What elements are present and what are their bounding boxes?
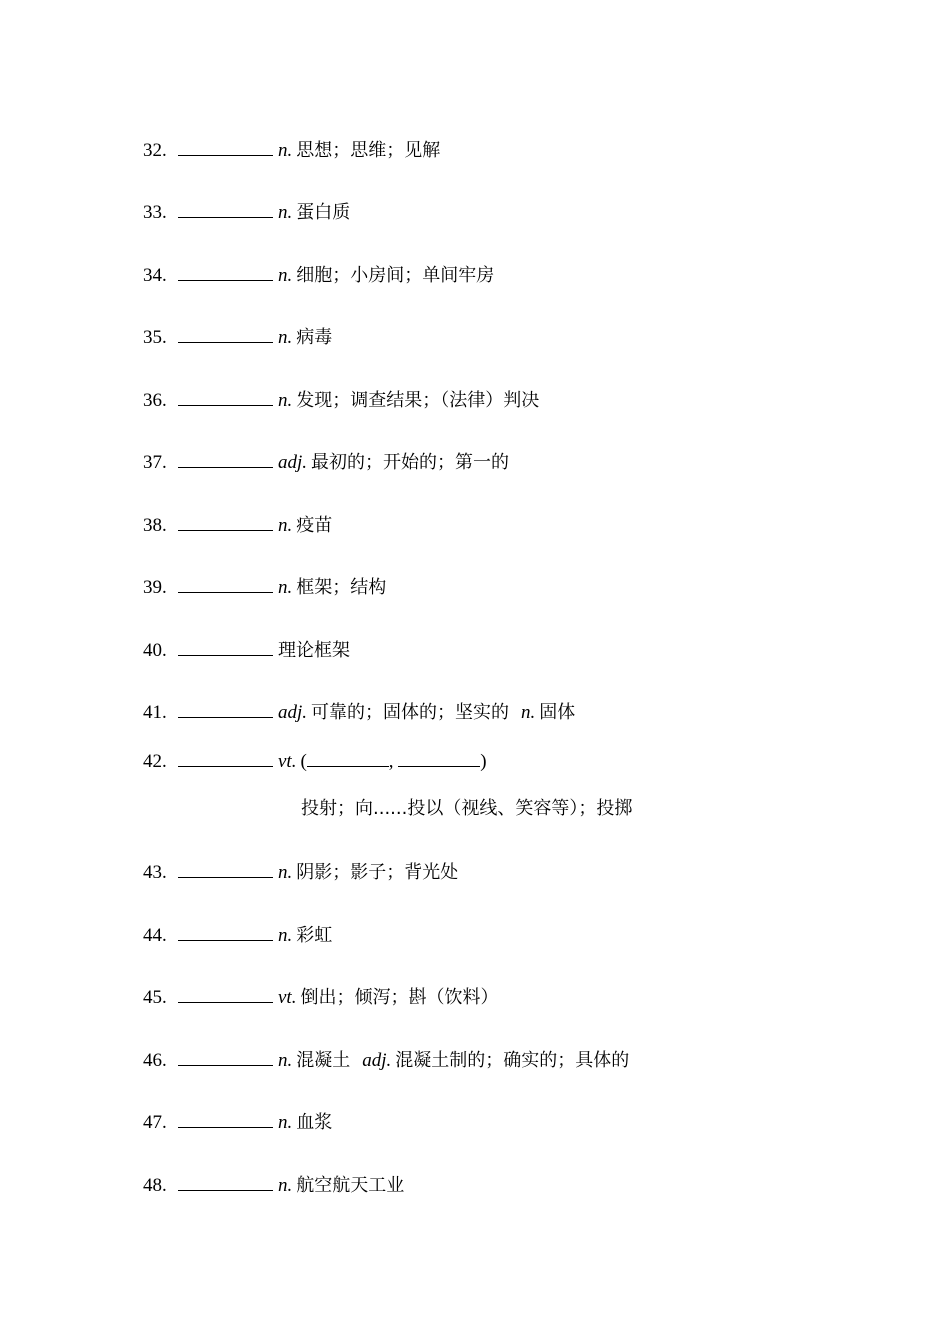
- meaning: 框架；结构: [296, 577, 387, 598]
- part-of-speech: vt.: [278, 987, 297, 1008]
- meaning-2: 混凝土制的；确实的；具体的: [395, 1050, 630, 1071]
- answer-blank[interactable]: [178, 700, 273, 718]
- entry-number: 42.: [143, 751, 167, 772]
- part-of-speech: n.: [278, 390, 293, 411]
- vocab-entry-43: [143, 860, 458, 884]
- answer-blank[interactable]: [178, 263, 273, 281]
- answer-blank[interactable]: [178, 450, 273, 468]
- answer-blank[interactable]: [178, 860, 273, 878]
- answer-blank[interactable]: [178, 985, 273, 1003]
- vocab-entry-42: [143, 749, 487, 773]
- meaning: 思想；思维；见解: [296, 140, 441, 161]
- entry-number: 38.: [143, 515, 167, 536]
- part-of-speech: n.: [278, 577, 293, 598]
- answer-blank[interactable]: [178, 749, 273, 767]
- meaning: 倒出；倾泻；斟（饮料）: [300, 987, 499, 1008]
- vocab-entry-39: [143, 575, 386, 599]
- vocab-entry-42-meaning: 投射；向......投以（视线、笑容等）；投掷: [301, 798, 633, 819]
- comma: ,: [388, 751, 394, 772]
- part-of-speech: n.: [278, 925, 293, 946]
- meaning: 蛋白质: [296, 202, 351, 223]
- vocab-entry-46: [143, 1048, 629, 1072]
- answer-blank[interactable]: [178, 325, 273, 343]
- meaning: 混凝土: [296, 1050, 351, 1071]
- entry-number: 35.: [143, 327, 167, 348]
- part-of-speech-2: n.: [521, 702, 536, 723]
- part-of-speech: adj.: [278, 702, 308, 723]
- entry-number: 40.: [143, 640, 167, 661]
- vocab-entry-32: [143, 138, 440, 162]
- entry-number: 43.: [143, 862, 167, 883]
- meaning: 病毒: [296, 327, 333, 348]
- part-of-speech: vt.: [278, 751, 297, 772]
- part-of-speech: n.: [278, 140, 293, 161]
- vocab-entry-44: [143, 923, 332, 947]
- part-of-speech: n.: [278, 265, 293, 286]
- vocab-entry-47: [143, 1110, 332, 1134]
- meaning: 阴影；影子；背光处: [296, 862, 459, 883]
- answer-blank[interactable]: [178, 513, 273, 531]
- entry-number: 46.: [143, 1050, 167, 1071]
- meaning: 血浆: [296, 1112, 333, 1133]
- part-of-speech-2: adj.: [362, 1050, 392, 1071]
- answer-blank[interactable]: [178, 1110, 273, 1128]
- entry-number: 37.: [143, 452, 167, 473]
- answer-blank[interactable]: [178, 1048, 273, 1066]
- vocab-entry-48: [143, 1173, 404, 1197]
- entry-number: 34.: [143, 265, 167, 286]
- answer-blank[interactable]: [178, 923, 273, 941]
- entry-number: 32.: [143, 140, 167, 161]
- answer-blank[interactable]: [178, 200, 273, 218]
- vocab-entry-34: [143, 263, 494, 287]
- part-of-speech: n.: [278, 327, 293, 348]
- part-of-speech: n.: [278, 202, 293, 223]
- vocab-entry-40: [143, 638, 350, 662]
- answer-blank[interactable]: [178, 388, 273, 406]
- entry-number: 47.: [143, 1112, 167, 1133]
- vocab-entry-41: [143, 700, 575, 724]
- vocab-entry-33: [143, 200, 350, 224]
- part-of-speech: n.: [278, 515, 293, 536]
- part-of-speech: n.: [278, 1175, 293, 1196]
- vocab-entry-36: [143, 388, 539, 412]
- close-paren: ): [480, 751, 487, 772]
- entry-number: 39.: [143, 577, 167, 598]
- entry-number: 44.: [143, 925, 167, 946]
- part-of-speech: n.: [278, 862, 293, 883]
- part-of-speech: n.: [278, 1112, 293, 1133]
- answer-blank[interactable]: [178, 138, 273, 156]
- meaning: 发现；调查结果；（法律）判决: [296, 390, 540, 411]
- answer-blank[interactable]: [178, 638, 273, 656]
- answer-blank[interactable]: [178, 1173, 273, 1191]
- part-of-speech: n.: [278, 1050, 293, 1071]
- past-participle-blank[interactable]: [398, 749, 480, 767]
- meaning: 疫苗: [296, 515, 333, 536]
- meaning: 航空航天工业: [296, 1175, 405, 1196]
- part-of-speech: adj.: [278, 452, 308, 473]
- vocab-entry-35: [143, 325, 332, 349]
- meaning: 可靠的；固体的；坚实的: [311, 702, 510, 723]
- entry-number: 45.: [143, 987, 167, 1008]
- past-tense-blank[interactable]: [307, 749, 389, 767]
- entry-number: 33.: [143, 202, 167, 223]
- meaning: 彩虹: [296, 925, 333, 946]
- entry-number: 48.: [143, 1175, 167, 1196]
- vocab-entry-37: [143, 450, 509, 474]
- open-paren: (: [300, 751, 307, 772]
- meaning: 理论框架: [278, 640, 350, 661]
- vocab-entry-45: [143, 985, 498, 1009]
- entry-number: 36.: [143, 390, 167, 411]
- meaning: 最初的；开始的；第一的: [311, 452, 510, 473]
- meaning: 细胞；小房间；单间牢房: [296, 265, 495, 286]
- entry-number: 41.: [143, 702, 167, 723]
- meaning-2: 固体: [539, 702, 576, 723]
- answer-blank[interactable]: [178, 575, 273, 593]
- vocab-entry-38: [143, 513, 332, 537]
